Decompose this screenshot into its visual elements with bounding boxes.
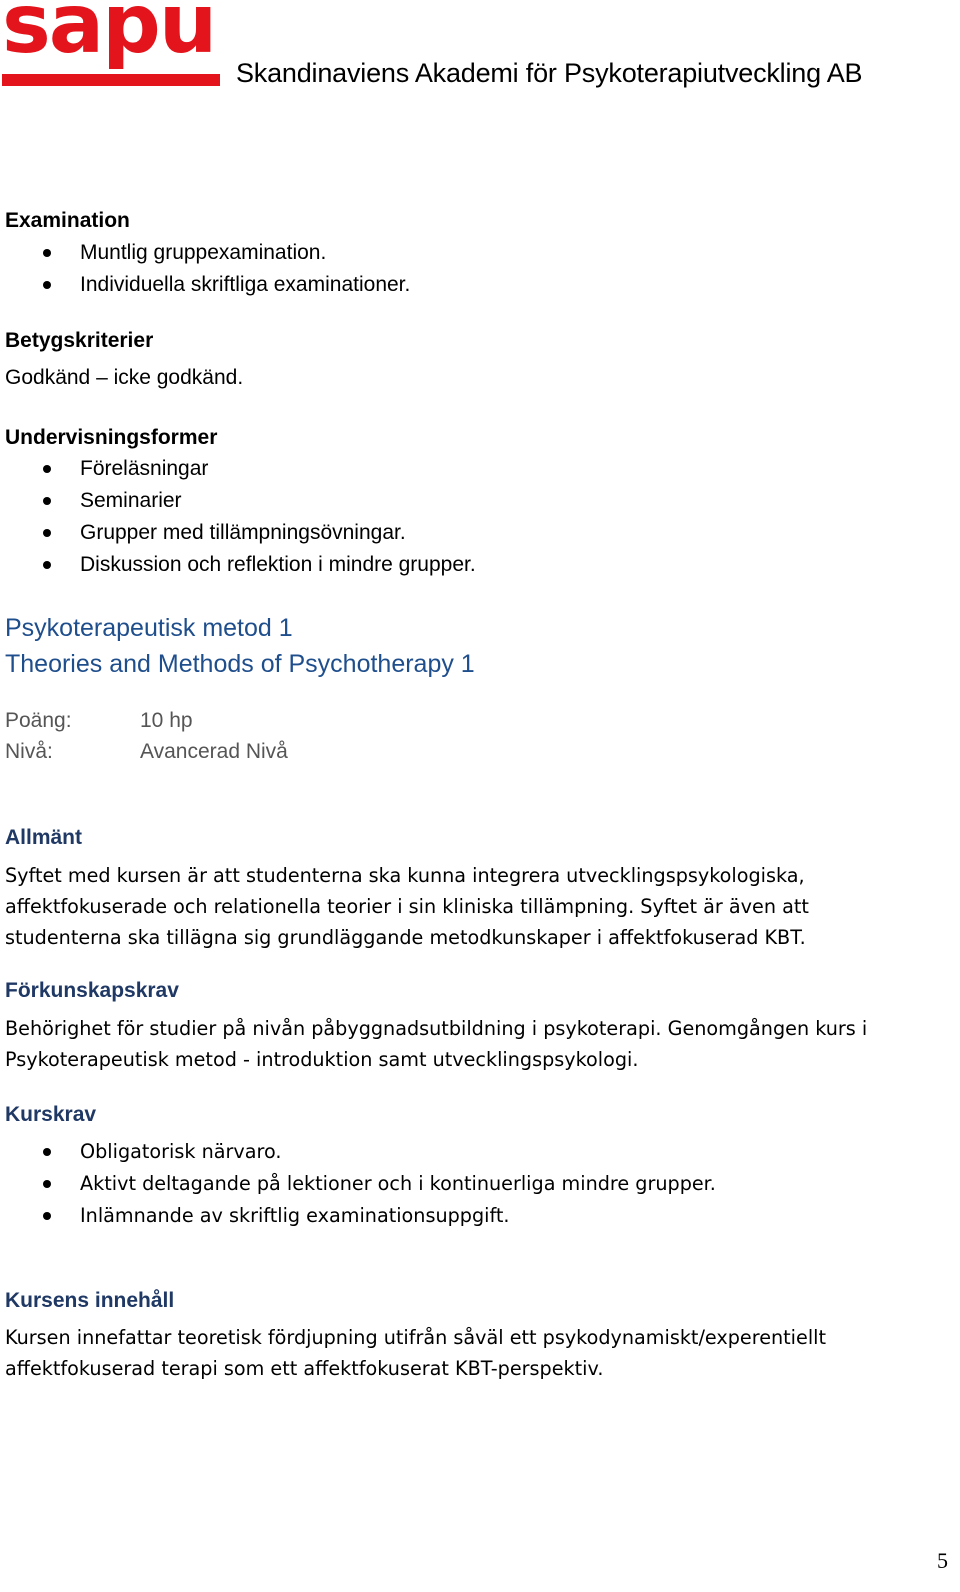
list-item: Diskussion och reflektion i mindre grupper. <box>0 549 476 581</box>
sapu-logo <box>2 0 220 94</box>
logo-wordmark: sapu <box>2 0 216 72</box>
list-item: Seminarier <box>0 485 476 517</box>
forkunskap-paragraph <box>5 1013 915 1075</box>
list-item: Aktivt deltagande på lektioner och i kontinuerliga mindre grupper. <box>0 1168 716 1200</box>
paragraph-line: Kursen innefattar teoretisk fördjupning utifrån såväl ett psykodynamiskt/experentiellt <box>5 1326 827 1349</box>
examination-heading: Examination <box>5 209 130 232</box>
level-label: Nivå: <box>5 740 53 763</box>
level-row <box>5 740 288 764</box>
list-item: Muntlig gruppexamination. <box>0 237 410 269</box>
paragraph-line: affektfokuserade och relationella teorier i sin kliniska tillämpning. Syftet är även att <box>5 895 809 918</box>
level-value: Avancerad Nivå <box>140 740 288 763</box>
paragraph-line: Syftet med kursen är att studenterna ska kunna integrera utvecklingspsykologiska, <box>5 864 805 887</box>
organization-name: Skandinaviens Akademi för Psykoterapiutveckling AB <box>236 58 863 88</box>
betyg-text: Godkänd – icke godkänd. <box>5 366 244 389</box>
examination-list <box>0 237 410 301</box>
paragraph-line: Behörighet för studier på nivån påbyggnadsutbildning i psykoterapi. Genomgången kurs i <box>5 1017 868 1040</box>
list-item: Grupper med tillämpningsövningar. <box>0 517 476 549</box>
list-item: Inlämnande av skriftlig examinationsuppgift. <box>0 1200 716 1232</box>
undervisning-heading: Undervisningsformer <box>5 426 218 449</box>
page-number: 5 <box>937 1548 948 1573</box>
allmant-heading: Allmänt <box>5 826 83 849</box>
list-item: Individuella skriftliga examinationer. <box>0 269 410 301</box>
logo-underline <box>2 74 220 86</box>
list-item: Obligatorisk närvaro. <box>0 1136 716 1168</box>
innehall-paragraph <box>5 1322 915 1384</box>
paragraph-line: Psykoterapeutisk metod - introduktion samt utvecklingspsykologi. <box>5 1048 639 1071</box>
allmant-paragraph <box>5 860 915 953</box>
points-row <box>5 709 193 733</box>
undervisning-list <box>0 453 476 581</box>
paragraph-line: affektfokuserad terapi som ett affektfokuserat KBT-perspektiv. <box>5 1357 604 1380</box>
innehall-heading: Kursens innehåll <box>5 1289 175 1312</box>
kurskrav-heading: Kurskrav <box>5 1103 97 1126</box>
kurskrav-list <box>0 1136 716 1232</box>
points-label: Poäng: <box>5 709 72 732</box>
paragraph-line: studenterna ska tillägna sig grundläggande metodkunskaper i affektfokuserad KBT. <box>5 926 806 949</box>
betyg-heading: Betygskriterier <box>5 329 154 352</box>
forkunskap-heading: Förkunskapskrav <box>5 979 179 1002</box>
points-value: 10 hp <box>140 709 193 732</box>
course-title-english: Theories and Methods of Psychotherapy 1 <box>5 650 475 678</box>
list-item: Föreläsningar <box>0 453 476 485</box>
course-title-swedish: Psykoterapeutisk metod 1 <box>5 614 293 642</box>
